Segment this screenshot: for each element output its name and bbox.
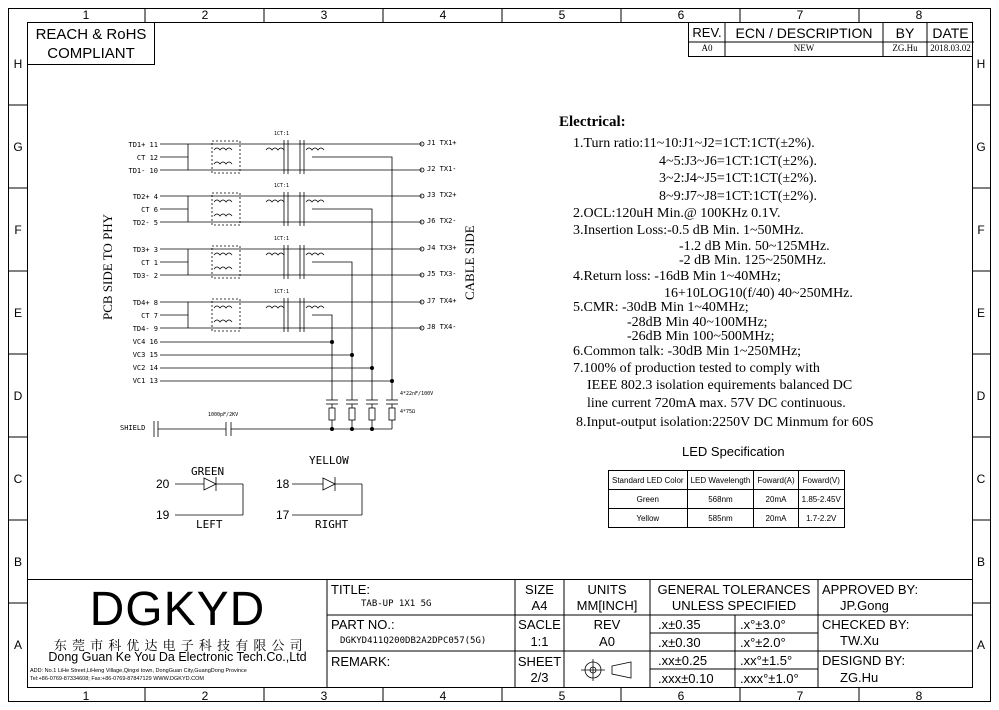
pin-label: TD4- 9 <box>132 325 158 333</box>
electrical-line: 16+10LOG10(f/40) 40~250MHz. <box>664 286 853 301</box>
company-name-cn: 东 莞 市 科 优 达 电 子 科 技 有 限 公 司 <box>53 639 304 654</box>
electrical-line: -1.2 dB Min. 50~125MHz. <box>679 239 830 254</box>
led-spec-cell: 585nm <box>687 509 754 528</box>
pin-label: CT 1 <box>141 259 158 267</box>
led-spec-cell: Green <box>609 490 688 509</box>
row-label: F <box>14 223 22 237</box>
designed-value: ZG.Hu <box>840 670 879 685</box>
led-green-side: LEFT <box>196 518 223 531</box>
company-contact: Tel:+86-0769-87334608; Fax:+86-0769-87847129 WWW.DGKYD.COM <box>30 676 204 682</box>
row-label: H <box>13 57 23 71</box>
row-label: B <box>13 555 22 569</box>
row-label: E <box>13 306 22 320</box>
ecn-header: ECN / DESCRIPTION <box>735 25 873 41</box>
electrical-line: -2 dB Min. 125~250MHz. <box>679 253 827 268</box>
left-pin-labels <box>110 139 158 178</box>
pin-label: CT 7 <box>141 312 158 320</box>
left-pin-labels <box>110 297 158 388</box>
row-label: C <box>13 472 23 486</box>
approved-label: APPROVED BY: <box>822 582 919 597</box>
title-label: TITLE: <box>331 582 371 597</box>
led-spec-table <box>608 470 845 528</box>
size-value: A4 <box>531 598 548 613</box>
pin-label: TD4+ 8 <box>132 299 158 307</box>
pin-label: TD1+ 11 <box>128 141 158 149</box>
units-value: MM[INCH] <box>576 598 638 613</box>
pin-label: J2 TX1- <box>427 165 457 173</box>
electrical-line: 5.CMR: -30dB Min 1~40MHz; <box>573 300 749 315</box>
col-label: 3 <box>320 8 328 22</box>
compliance-line1: REACH & RoHS <box>35 26 147 43</box>
rev-header: REV. <box>692 25 722 40</box>
pin-label: TD1- 10 <box>128 167 158 175</box>
title-value: TAB-UP 1X1 5G <box>361 599 432 609</box>
electrical-line: -28dB Min 40~100MHz; <box>627 315 768 330</box>
pin-label: VC1 13 <box>132 377 158 385</box>
company-name-en: Dong Guan Ke You Da Electronic Tech.Co.,Ltd <box>48 650 307 664</box>
col-label: 7 <box>796 689 804 703</box>
led-spec-cell: 20mA <box>754 509 798 528</box>
pin-label: TD3+ 3 <box>132 246 158 254</box>
units-label: UNITS <box>587 582 627 597</box>
company-logo: DGKYD <box>89 583 266 636</box>
led-spec-cell: 568nm <box>687 490 754 509</box>
pin-label: VC4 16 <box>132 338 158 346</box>
pin-label: VC2 14 <box>132 364 158 372</box>
tolerance-angular: .x°±2.0° <box>740 635 786 650</box>
tolerance-line2: UNLESS SPECIFIED <box>671 598 797 613</box>
row-label: E <box>976 306 985 320</box>
ratio-label: 1CT:1 <box>274 183 290 189</box>
led-spec-cell: 20mA <box>754 490 798 509</box>
title-block <box>28 579 973 688</box>
led-spec-cell: Yellow <box>609 509 688 528</box>
tolerance-angular: .xx°±1.5° <box>740 653 793 668</box>
electrical-line: 8.Input-output isolation:2250V DC Minmum for 60S <box>576 415 874 430</box>
led-green-pin-a: 20 <box>156 477 170 491</box>
sheet-value: 2/3 <box>530 670 549 685</box>
led-spec-header: LED Wavelength <box>687 471 754 490</box>
led-yellow-label: YELLOW <box>309 454 349 467</box>
tolerance-linear: .xxx±0.10 <box>658 671 714 686</box>
electrical-line: line current 720mA max. 57V DC continuous. <box>587 396 846 411</box>
part-value: DGKYD411Q200DB2A2DPC057(5G) <box>340 636 487 646</box>
led-green-pin-b: 19 <box>156 508 170 522</box>
row-label: A <box>976 638 985 652</box>
col-label: 4 <box>439 8 447 22</box>
col-label: 3 <box>320 689 328 703</box>
col-label: 1 <box>82 689 90 703</box>
ratio-label: 1CT:1 <box>274 131 290 137</box>
rev-value: A0 <box>599 634 615 649</box>
col-label: 1 <box>82 8 90 22</box>
pcb-side-label: PCB SIDE TO PHY <box>100 213 115 320</box>
row-label: H <box>976 57 986 71</box>
pin-label: TD2+ 4 <box>132 193 158 201</box>
electrical-heading: Electrical: <box>559 114 626 130</box>
pin-label: J7 TX4+ <box>427 297 457 305</box>
part-label: PART NO.: <box>331 617 395 632</box>
electrical-line: 4.Return loss: -16dB Min 1~40MHz; <box>573 269 781 284</box>
led-green-label: GREEN <box>191 465 225 478</box>
row-label: D <box>976 389 986 403</box>
row-label: G <box>976 140 986 154</box>
designed-label: DESIGND BY: <box>822 653 906 668</box>
ratio-label: 1CT:1 <box>274 289 290 295</box>
row-label: F <box>977 223 985 237</box>
electrical-line: IEEE 802.3 isolation equirements balanced DC <box>587 378 853 393</box>
pin-label: VC3 15 <box>132 351 158 359</box>
left-pin-labels <box>110 191 158 230</box>
electrical-line: 4~5:J3~J6=1CT:1CT(±2%). <box>659 154 817 169</box>
row-label: A <box>13 638 22 652</box>
row-label: B <box>976 555 985 569</box>
by-value: ZG.Hu <box>892 43 918 53</box>
row-label: G <box>13 140 23 154</box>
tolerance-angular: .x°±3.0° <box>740 617 786 632</box>
electrical-line: -26dB Min 100~500MHz; <box>627 329 775 344</box>
led-spec-header: Foward(V) <box>798 471 844 490</box>
pin-label: J4 TX3+ <box>427 244 457 252</box>
date-header: DATE <box>932 25 969 41</box>
led-spec-header: Standard LED Color <box>609 471 688 490</box>
electrical-line: 8~9:J7~J8=1CT:1CT(±2%). <box>659 189 817 204</box>
shield-label: SHIELD <box>120 424 146 432</box>
pin-label: CT 6 <box>141 206 158 214</box>
date-value: 2018.03.02 <box>930 43 971 53</box>
projection-symbol <box>581 659 631 681</box>
ecn-value: NEW <box>793 43 815 53</box>
pin-label: TD2- 5 <box>132 219 158 227</box>
row-label: D <box>13 389 23 403</box>
approved-value: JP.Gong <box>840 598 889 613</box>
led-spec-cell: 1.85-2.45V <box>798 490 844 509</box>
rev-label: REV <box>593 617 621 632</box>
tolerance-linear: .x±0.35 <box>658 617 701 632</box>
left-pin-labels <box>110 244 158 283</box>
scale-label: SACLE <box>518 617 561 632</box>
tolerance-line1: GENERAL TOLERANCES <box>657 582 811 597</box>
pin-label: TD3- 2 <box>132 272 158 280</box>
electrical-line: 1.Turn ratio:11~10:J1~J2=1CT:1CT(±2%). <box>573 136 815 151</box>
col-label: 4 <box>439 689 447 703</box>
col-label: 8 <box>915 689 923 703</box>
by-header: BY <box>895 25 915 41</box>
col-label: 5 <box>558 689 566 703</box>
resistor-label: 4*75Ω <box>400 409 416 415</box>
ratio-label: 1CT:1 <box>274 236 290 242</box>
checked-label: CHECKED BY: <box>822 617 910 632</box>
led-spec-cell: 1.7-2.2V <box>798 509 844 528</box>
tolerance-linear: .xx±0.25 <box>658 653 708 668</box>
electrical-line: 3~2:J4~J5=1CT:1CT(±2%). <box>659 171 817 186</box>
remark-label: REMARK: <box>331 654 391 669</box>
tolerance-angular: .xxx°±1.0° <box>740 671 799 686</box>
sheet-label: SHEET <box>517 654 562 669</box>
electrical-line: 7.100% of production tested to comply with <box>573 361 820 376</box>
size-label: SIZE <box>525 582 554 597</box>
row-label: C <box>976 472 986 486</box>
pin-label: CT 12 <box>136 154 158 162</box>
checked-value: TW.Xu <box>840 633 880 648</box>
pin-label: J5 TX3- <box>427 270 457 278</box>
col-label: 8 <box>915 8 923 22</box>
electrical-line: 2.OCL:120uH Min.@ 100KHz 0.1V. <box>573 206 781 221</box>
company-address: ADD: No.1 LiHe Street,LiHeng Village,Qingxi town, DongGuan City,GuangDong Province <box>30 668 247 674</box>
led-yellow-pin-b: 17 <box>276 508 290 522</box>
col-label: 2 <box>201 689 209 703</box>
electrical-line: 3.Insertion Loss:-0.5 dB Min. 1~50MHz. <box>573 223 804 238</box>
rev-value: A0 <box>701 43 713 53</box>
capacitor-label: 4*22nF/100V <box>400 391 434 397</box>
shield-cap-label: 1000pF/2KV <box>208 412 239 418</box>
led-spec-header: Foward(A) <box>754 471 798 490</box>
cable-side-label: CABLE SIDE <box>462 225 477 300</box>
tolerance-linear: .x±0.30 <box>658 635 701 650</box>
electrical-line: 6.Common talk: -30dB Min 1~250MHz; <box>573 344 802 359</box>
pin-label: J1 TX1+ <box>427 139 457 147</box>
col-label: 7 <box>796 8 804 22</box>
led-yellow-pin-a: 18 <box>276 477 290 491</box>
pin-label: J3 TX2+ <box>427 191 457 199</box>
col-label: 6 <box>677 8 685 22</box>
led-spec-title: LED Specification <box>682 444 785 459</box>
pin-label: J8 TX4- <box>427 323 457 331</box>
compliance-line2: COMPLIANT <box>47 45 135 62</box>
scale-value: 1:1 <box>530 634 549 649</box>
col-label: 5 <box>558 8 566 22</box>
pin-label: J6 TX2- <box>427 217 457 225</box>
col-label: 6 <box>677 689 685 703</box>
col-label: 2 <box>201 8 209 22</box>
led-yellow-side: RIGHT <box>315 518 349 531</box>
